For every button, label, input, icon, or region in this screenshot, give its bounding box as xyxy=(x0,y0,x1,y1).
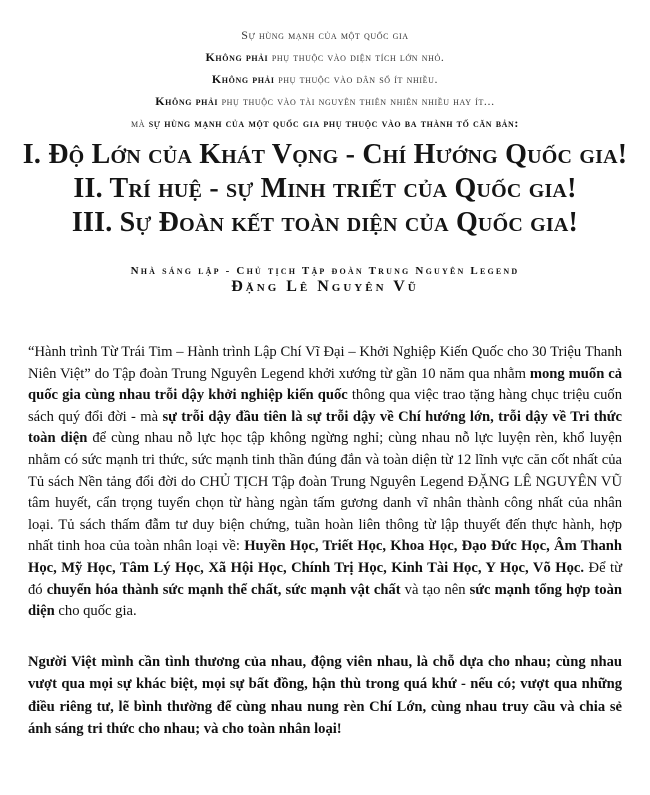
intro-bold: Không phải xyxy=(205,50,269,64)
text-run: và tạo nên xyxy=(400,581,470,598)
intro-line-3 xyxy=(0,68,650,90)
intro-text: phụ thuộc vào tài nguyên thiên nhiên nhiều hay ít... xyxy=(218,94,495,108)
text-run: Để từ đó xyxy=(28,559,623,598)
intro-line-1: Sự hùng mạnh của một quốc gia xyxy=(241,28,409,42)
bold-run: sự trỗi dậy đầu tiên là sự trỗi dậy về Chí hướng lớn, trỗi dậy về Tri thức toàn diện xyxy=(28,408,622,447)
intro-text: mà xyxy=(130,116,149,130)
intro-bold: Không phải xyxy=(211,72,275,86)
founder-role: Nhà sáng lập - Chủ tịch Tập đoàn Trung Nguyên Legend xyxy=(130,265,520,277)
text-run: “Hành trình Từ Trái Tim – Hành trình Lập Chí Vĩ Đại – Khởi Nghiệp Kiến Quốc cho 30 Triệu Thanh Niên Việt” do Tập đoàn Trung Nguyên Legend khởi xướng từ gần 10 năm qua nhằm xyxy=(28,344,622,382)
founder-block xyxy=(0,264,650,296)
paragraph-2: Người Việt mình cần tình thương của nhau, động viên nhau, là chỗ dựa cho nhau; cùng nhau vượt qua mọi sự khác biệt, mọi sự bất đồng, hận thù trong quá khứ - nếu có; vượt qua những điều riêng tư, lẽ bình thường để cùng nhau nung rèn Chí Lớn, cùng nhau truy cầu và chia sẻ ánh sáng tri thức cho nhau; và cho toàn nhân loại! xyxy=(28,653,622,737)
founder-name: Đặng Lê Nguyên Vũ xyxy=(231,278,419,295)
text-run: thông qua việc trao tặng hàng chục triệu cuốn sách quý đổi đời - mà xyxy=(28,387,622,425)
text-run: để cùng nhau nỗ lực học tập không ngừng nghỉ; cùng nhau nỗ lực luyện rèn, khổ luyện nhằm có sức mạnh tri thức, sức mạnh tinh thần đúng đắn và toàn diện từ 12 lĩnh vực căn cốt nhất của Tủ sách Nền tảng đổi đời do CHỦ TỊCH Tập đoàn Trung Nguyên Legend ĐẶNG LÊ NGUYÊN VŨ tâm huyết, cẩn trọng tuyển chọn từ hàng ngàn tấm gương danh vĩ nhân thành công nhất của nhân loại. Tủ sách thấm đẫm tư duy biện chứng, tuần hoàn liên thông từ lập thuyết đến thực hành, hợp nhất tinh hoa của toàn nhân loại về: xyxy=(28,430,622,555)
heading-2: II. Trí huệ - sự Minh triết của Quốc gia! xyxy=(73,173,577,204)
paragraph-1 xyxy=(28,342,622,623)
heading-1: I. Độ Lớn của Khát Vọng - Chí Hướng Quốc gia! xyxy=(22,139,628,170)
bold-run: chuyển hóa thành sức mạnh thể chất, sức mạnh vật chất xyxy=(46,581,401,598)
bold-run: mong muốn cả quốc gia cùng nhau trỗi dậy khởi nghiệp kiến quốc xyxy=(28,365,623,404)
intro-text: phụ thuộc vào diện tích lớn nhỏ. xyxy=(268,50,445,64)
bold-run: Huyền Học, Triết Học, Khoa Học, Đạo Đức Học, Âm Thanh Học, Mỹ Học, Tâm Lý Học, Xã Hội Học, Chính Trị Học, Kinh Tài Học, Y Học, Võ Học. xyxy=(28,538,622,576)
heading-3: III. Sự Đoàn kết toàn diện của Quốc gia! xyxy=(71,207,579,238)
bold-run: sức mạnh tổng hợp toàn diện xyxy=(28,581,622,620)
intro-text: phụ thuộc vào dân số ít nhiều. xyxy=(274,72,439,86)
intro-line-5 xyxy=(0,112,650,134)
intro-bold: Không phải xyxy=(155,94,219,108)
text-run: cho quốc gia. xyxy=(54,603,137,620)
intro-line-4 xyxy=(0,90,650,112)
body-text xyxy=(28,342,622,740)
intro-bold: sự hùng mạnh của một quốc gia phụ thuộc vào ba thành tố căn bản: xyxy=(148,116,520,130)
intro xyxy=(0,24,650,134)
headings xyxy=(0,138,650,240)
intro-line-2 xyxy=(0,46,650,68)
